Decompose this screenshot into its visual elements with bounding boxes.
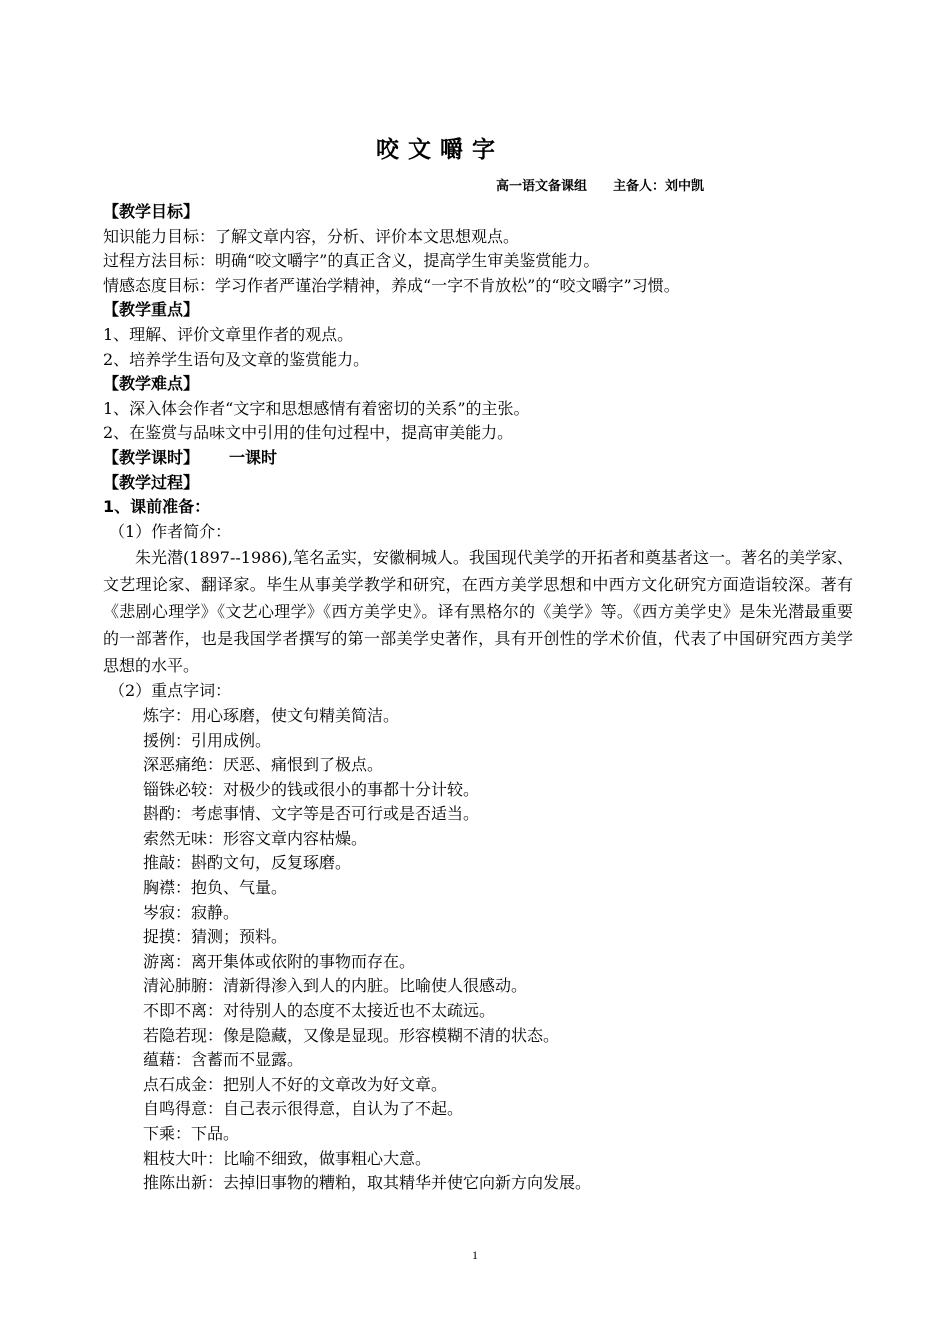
section-heading-difficulty: 【教学难点】 xyxy=(103,374,200,394)
group-name: 高一语文备课组 xyxy=(496,179,588,194)
section-heading-process: 【教学过程】 xyxy=(103,472,200,492)
hours-value: 一课时 xyxy=(229,447,278,467)
vocab-item: 不即不离：对待别人的态度不太接近也不太疏远。 xyxy=(143,1001,496,1021)
focus-line: 2、培养学生语句及文章的鉴赏能力。 xyxy=(103,349,370,369)
vocab-item: 锱铢必较：对极少的钱或很小的事都十分计较。 xyxy=(143,779,480,799)
vocab-list xyxy=(103,704,853,1196)
goal-line: 情感态度目标：学习作者严谨治学精神，养成“一字不肯放松”的“咬文嚼字”习惯。 xyxy=(103,275,680,295)
page-number: 1 xyxy=(472,1248,478,1262)
goal-line: 过程方法目标：明确“咬文嚼字”的真正含义，提高学生审美鉴赏能力。 xyxy=(103,251,600,271)
page-title: 咬文嚼字 xyxy=(376,137,504,163)
vocab-item: 下乘：下品。 xyxy=(143,1124,240,1143)
vocab-item: 深恶痛绝：厌恶、痛恨到了极点。 xyxy=(143,755,384,775)
vocab-item: 索然无味：形容文章内容枯燥。 xyxy=(143,828,368,848)
vocab-item: 若隐若现：像是隐藏，又像是显现。形容模糊不清的状态。 xyxy=(143,1025,560,1045)
section-heading-goals: 【教学目标】 xyxy=(103,202,200,221)
document-body xyxy=(103,200,853,1196)
vocab-item: 清沁肺腑：清新得渗入到人的内脏。比喻使人很感动。 xyxy=(143,976,528,996)
vocab-item: 斟酌：考虑事情、文字等是否可行或是否适当。 xyxy=(143,804,480,824)
vocab-item: 粗枝大叶：比喻不细致，做事粗心大意。 xyxy=(143,1148,432,1168)
byline xyxy=(496,178,704,196)
vocab-item: 援例：引用成例。 xyxy=(143,730,272,750)
hours-heading: 【教学课时】 xyxy=(103,447,200,467)
vocab-heading: （2）重点字词： xyxy=(109,681,232,701)
focus-line: 1、理解、评价文章里作者的观点。 xyxy=(103,324,354,344)
vocab-item: 蕴藉：含蓄而不显露。 xyxy=(143,1050,304,1070)
vocab-item: 游离：离开集体或依附的事物而存在。 xyxy=(143,951,416,971)
vocab-item: 捉摸：猜测；预料。 xyxy=(143,927,288,947)
vocab-item: 推陈出新：去掉旧事物的糟粕，取其精华并使它向新方向发展。 xyxy=(143,1173,592,1193)
vocab-item: 炼字：用心琢磨，使文句精美简洁。 xyxy=(143,705,400,725)
section-heading-hours xyxy=(103,446,853,471)
vocab-item: 自鸣得意：自己表示很得意，自认为了不起。 xyxy=(143,1099,464,1119)
vocab-item: 胸襟：抱负、气量。 xyxy=(143,878,288,898)
prep-heading: 1、课前准备： xyxy=(103,497,211,517)
difficulty-line: 2、在鉴赏与品味文中引用的佳句过程中，提高审美能力。 xyxy=(103,423,514,443)
preparer-name: 主备人：刘中凯 xyxy=(613,179,705,194)
author-heading: （1）作者简介： xyxy=(109,521,232,541)
vocab-item: 点石成金：把别人不好的文章改为好文章。 xyxy=(143,1074,448,1094)
goal-line: 知识能力目标：了解文章内容，分析、评价本文思想观点。 xyxy=(103,226,520,246)
section-heading-focus: 【教学重点】 xyxy=(103,300,200,320)
difficulty-line: 1、深入体会作者“文字和思想感情有着密切的关系”的主张。 xyxy=(103,398,530,418)
vocab-item: 岑寂：寂静。 xyxy=(143,902,240,922)
vocab-item: 推敲：斟酌文句，反复琢磨。 xyxy=(143,853,352,873)
author-paragraph: 朱光潜(1897--1986),笔名孟实，安徽桐城人。我国现代美学的开拓者和奠基者这一。著名的美学家、文艺理论家、翻译家。毕生从事美学教学和研究，在西方美学思想和中西方文化研究方面造诣较深。著有《悲剧心理学》《文艺心理学》《西方美学史》。译有黑格尔的《美学》等。《西方美学史》是朱光潜最重要的一部著作，也是我国学者撰写的第一部美学史著作，具有开创性的学术价值，代表了中国研究西方美学思想的水平。 xyxy=(103,548,853,676)
